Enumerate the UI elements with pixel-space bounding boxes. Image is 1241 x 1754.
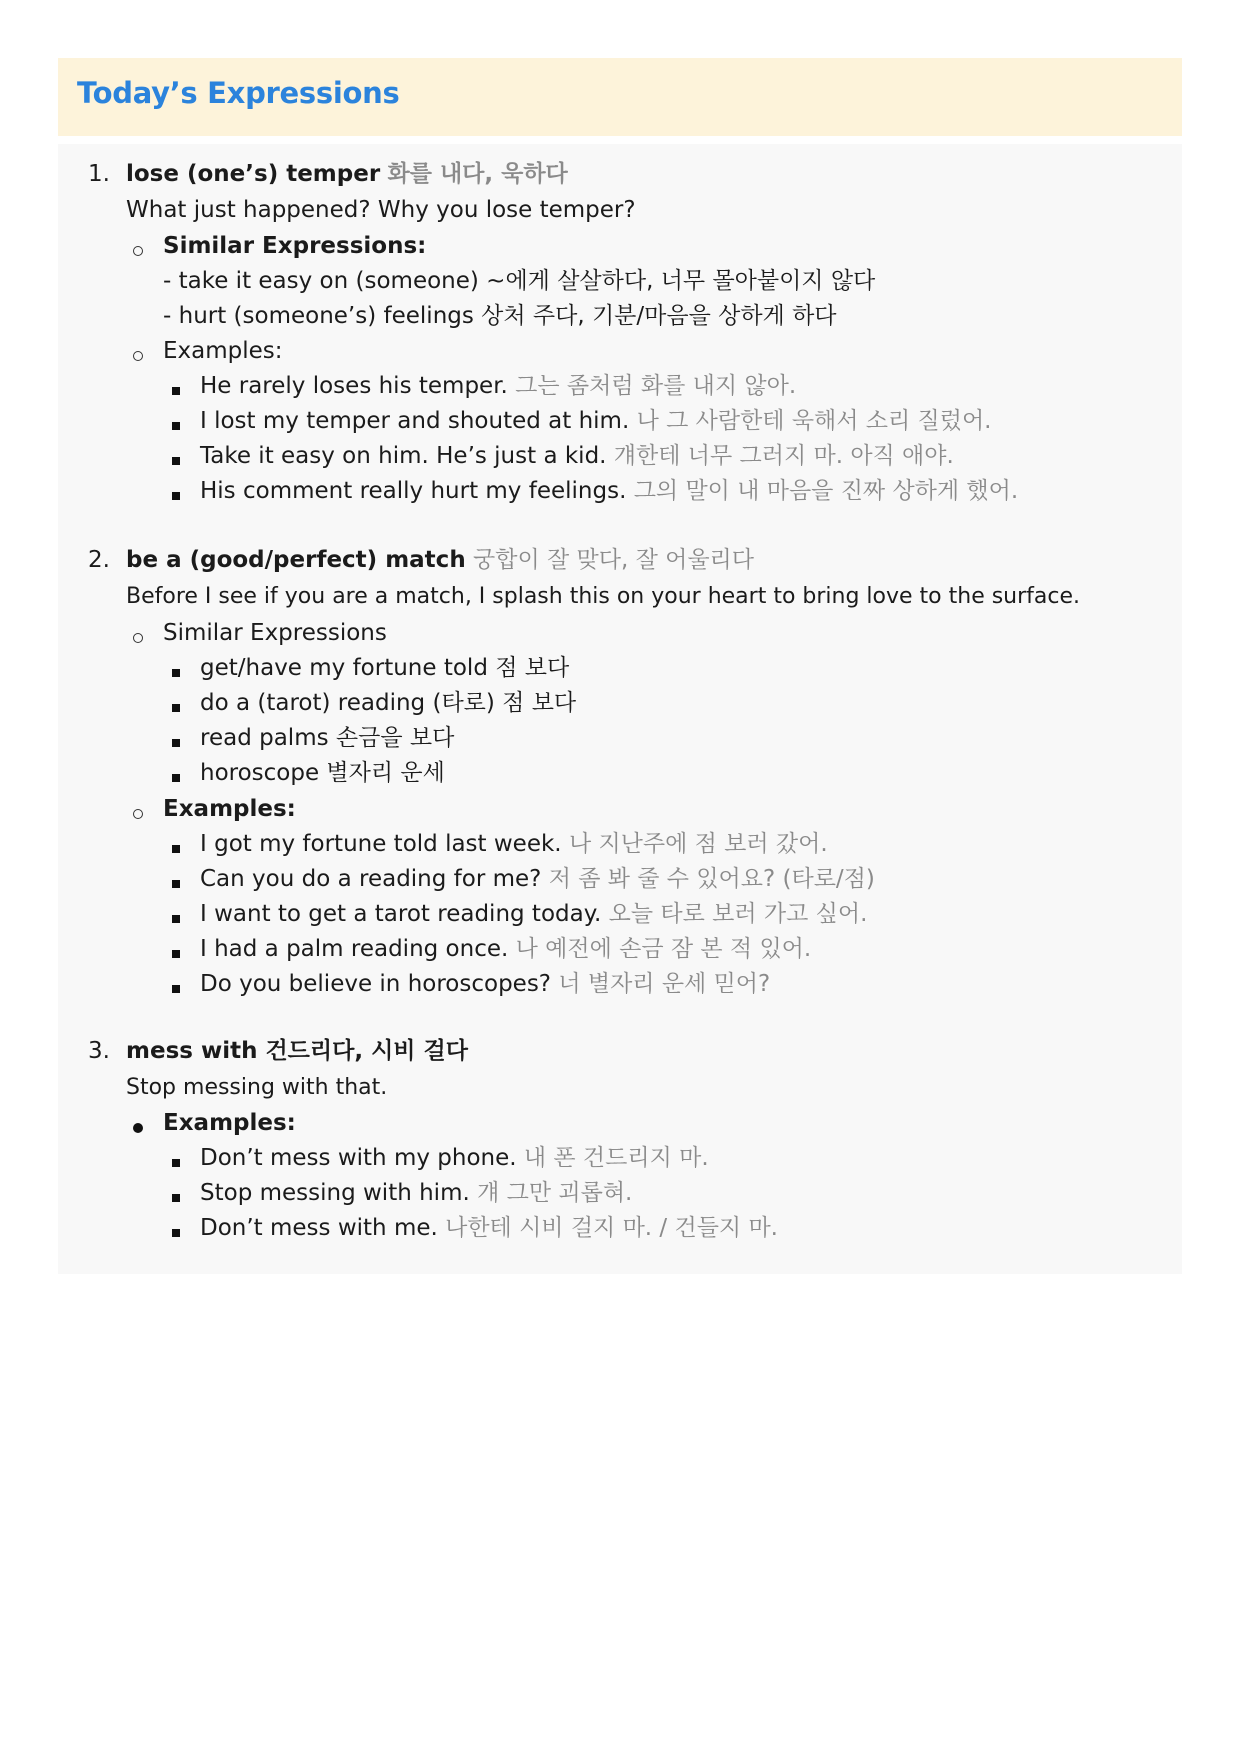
expression-heading [126, 159, 568, 189]
similar-line: - take it easy on (someone) ~에게 살살하다, 너무 몰아붙이지 않다 [163, 268, 876, 294]
examples-heading: Examples: [163, 338, 283, 364]
example-english: I lost my temper and shouted at him. [200, 408, 630, 434]
square-bullet-icon [172, 950, 180, 958]
example-english: Can you do a reading for me? [200, 866, 542, 892]
disc-bullet-icon [133, 1123, 143, 1133]
example-item [200, 829, 828, 859]
example-korean: 그는 좀처럼 화를 내지 않아. [515, 373, 797, 399]
example-english: I want to get a tarot reading today. [200, 901, 602, 927]
expression-phrase: mess with 건드리다, 시비 걸다 [126, 1038, 468, 1064]
example-korean: 그의 말이 내 마음을 진짜 상하게 했어. [633, 478, 1019, 504]
example-item [200, 476, 1018, 506]
expression-meaning: 궁합이 잘 맞다, 잘 어울리다 [473, 547, 754, 573]
square-bullet-icon [172, 457, 180, 465]
example-item [200, 406, 992, 436]
example-item [200, 934, 811, 964]
square-bullet-icon [172, 1229, 180, 1237]
examples-heading: Examples: [163, 1110, 296, 1136]
example-item [200, 899, 867, 929]
similar-item: horoscope 별자리 운세 [200, 760, 445, 786]
circle-bullet-icon [133, 633, 143, 643]
example-item [200, 1213, 778, 1243]
square-bullet-icon [172, 985, 180, 993]
square-bullet-icon [172, 1159, 180, 1167]
example-item [200, 864, 875, 894]
item-number: 2. [88, 547, 110, 573]
circle-bullet-icon [133, 809, 143, 819]
square-bullet-icon [172, 774, 180, 782]
item-number: 3. [88, 1038, 110, 1064]
expression-sentence: Stop messing with that. [126, 1075, 388, 1100]
similar-item: read palms 손금을 보다 [200, 725, 455, 751]
square-bullet-icon [172, 704, 180, 712]
expression-phrase: lose (one’s) temper [126, 161, 381, 187]
square-bullet-icon [172, 492, 180, 500]
example-english: Don’t mess with my phone. [200, 1145, 517, 1171]
similar-item: do a (tarot) reading (타로) 점 보다 [200, 690, 577, 716]
expressions-panel [58, 144, 1182, 1274]
examples-heading: Examples: [163, 796, 296, 822]
example-korean: 걔 그만 괴롭혀. [477, 1180, 633, 1206]
expression-phrase: be a (good/perfect) match [126, 547, 466, 573]
square-bullet-icon [172, 669, 180, 677]
similar-heading: Similar Expressions [163, 620, 387, 646]
similar-item: get/have my fortune told 점 보다 [200, 655, 570, 681]
example-korean: 오늘 타로 보러 가고 싶어. [608, 901, 868, 927]
circle-bullet-icon [133, 351, 143, 361]
square-bullet-icon [172, 880, 180, 888]
example-korean: 나 예전에 손금 잠 본 적 있어. [515, 936, 812, 962]
item-number: 1. [88, 161, 110, 187]
example-korean: 나한테 시비 걸지 마. / 건들지 마. [445, 1215, 778, 1241]
example-item [200, 1178, 632, 1208]
example-english: Don’t mess with me. [200, 1215, 438, 1241]
expression-meaning: 화를 내다, 욱하다 [387, 161, 568, 187]
header-banner [58, 58, 1182, 136]
square-bullet-icon [172, 1194, 180, 1202]
example-english: Stop messing with him. [200, 1180, 470, 1206]
example-korean: 나 그 사람한테 욱해서 소리 질렀어. [636, 408, 992, 434]
example-english: Do you believe in horoscopes? [200, 971, 552, 997]
similar-heading: Similar Expressions: [163, 233, 427, 259]
square-bullet-icon [172, 387, 180, 395]
circle-bullet-icon [133, 246, 143, 256]
example-english: Take it easy on him. He’s just a kid. [200, 443, 607, 469]
expression-sentence: Before I see if you are a match, I splash this on your heart to bring love to the surface. [126, 584, 1081, 609]
example-korean: 걔한테 너무 그러지 마. 아직 애야. [613, 443, 954, 469]
square-bullet-icon [172, 422, 180, 430]
square-bullet-icon [172, 915, 180, 923]
expression-heading [126, 545, 754, 575]
example-item [200, 1143, 709, 1173]
square-bullet-icon [172, 845, 180, 853]
example-item [200, 441, 954, 471]
similar-line: - hurt (someone’s) feelings 상처 주다, 기분/마음을 상하게 하다 [163, 303, 837, 329]
square-bullet-icon [172, 739, 180, 747]
page-title: Today’s Expressions [77, 76, 400, 110]
example-korean: 너 별자리 운세 믿어? [558, 971, 771, 997]
example-english: He rarely loses his temper. [200, 373, 508, 399]
expression-sentence: What just happened? Why you lose temper? [126, 197, 636, 223]
example-item [200, 969, 770, 999]
example-korean: 나 지난주에 점 보러 갔어. [568, 831, 828, 857]
example-korean: 내 폰 건드리지 마. [523, 1145, 709, 1171]
example-english: His comment really hurt my feelings. [200, 478, 627, 504]
example-english: I got my fortune told last week. [200, 831, 562, 857]
example-korean: 저 좀 봐 줄 수 있어요? (타로/점) [548, 866, 875, 892]
example-item [200, 371, 796, 401]
example-english: I had a palm reading once. [200, 936, 509, 962]
